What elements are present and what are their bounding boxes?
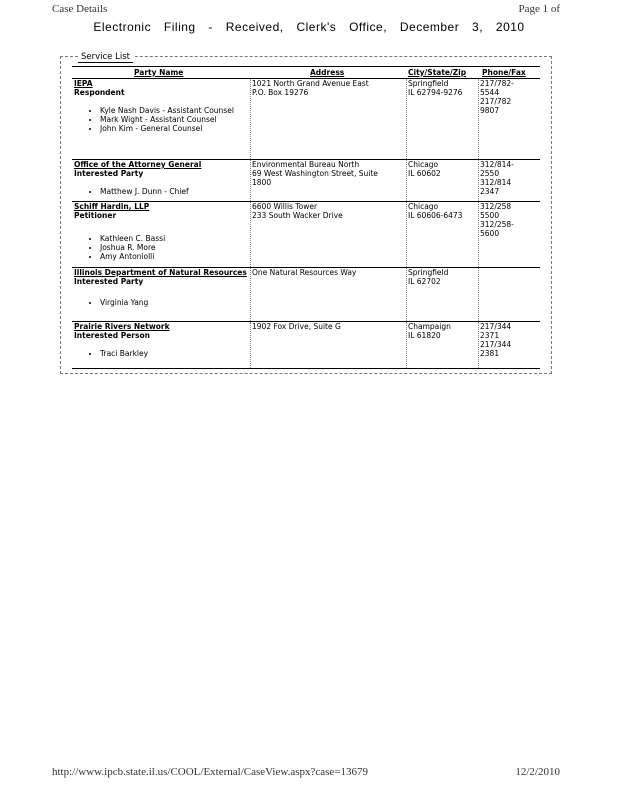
city-state-zip-cell-line: IL 61820 <box>408 331 441 340</box>
city-state-zip-cell-line: IL 62794-9276 <box>408 88 463 97</box>
address-cell-line: 6600 Willis Tower <box>252 202 318 211</box>
address-cell-line: 1902 Fox Drive, Suite G <box>252 322 341 331</box>
column-divider <box>250 202 251 267</box>
contact-item: • Joshua R. More <box>100 243 250 252</box>
contact-list <box>74 298 250 307</box>
address-cell <box>252 79 406 97</box>
table-header <box>72 66 540 79</box>
phone-fax-cell-line: 312/814 <box>480 178 512 187</box>
city-state-zip-cell <box>408 202 478 220</box>
contact-list <box>74 106 250 133</box>
phone-fax-cell-line: 2550 <box>480 169 500 178</box>
party-cell <box>74 268 250 307</box>
page-header-title: Case Details <box>52 3 108 15</box>
address-cell-line: 1021 North Grand Avenue East <box>252 79 369 88</box>
column-divider <box>406 322 407 368</box>
address-cell-line: One Natural Resources Way <box>252 268 357 277</box>
contact-list <box>74 187 250 196</box>
column-divider <box>478 268 479 321</box>
column-divider <box>478 322 479 368</box>
city-state-zip-cell <box>408 160 478 178</box>
party-row <box>72 79 540 160</box>
column-divider <box>250 79 251 159</box>
phone-fax-cell-line: 217/344 <box>480 322 512 331</box>
address-cell-line: Environmental Bureau North <box>252 160 360 169</box>
contact-item: • John Kim - General Counsel <box>100 124 250 133</box>
contact-item: • Traci Barkley <box>100 349 250 358</box>
phone-fax-cell-line: 217/344 <box>480 340 512 349</box>
column-divider <box>406 202 407 267</box>
column-city-state-zip: City/State/Zip <box>408 68 467 77</box>
address-cell <box>252 322 406 331</box>
contact-item: • Kathleen C. Bassi <box>100 234 250 243</box>
contact-list <box>74 234 250 261</box>
column-divider <box>406 160 407 201</box>
phone-fax-cell <box>480 160 540 196</box>
city-state-zip-cell-line: Springfield <box>408 79 449 88</box>
party-name-link[interactable]: Office of the Attorney General <box>74 160 202 169</box>
address-cell-line: P.O. Box 19276 <box>252 88 309 97</box>
column-divider <box>250 322 251 368</box>
party-role: Petitioner <box>74 211 117 220</box>
party-role: Respondent <box>74 88 125 97</box>
address-cell-line: 233 South Wacker Drive <box>252 211 343 220</box>
party-row <box>72 268 540 322</box>
city-state-zip-cell-line: Chicago <box>408 160 439 169</box>
party-row <box>72 202 540 268</box>
party-name-link[interactable]: IEPA <box>74 79 93 88</box>
city-state-zip-cell-line: IL 60602 <box>408 169 441 178</box>
contact-item: • Kyle Nash Davis - Assistant Counsel <box>100 106 250 115</box>
contact-item: • Virginia Yang <box>100 298 250 307</box>
phone-fax-cell-line: 217/782- <box>480 79 514 88</box>
column-address: Address <box>310 68 345 77</box>
page-number: Page 1 of <box>518 3 560 15</box>
phone-fax-cell-line: 217/782 <box>480 97 512 106</box>
phone-fax-cell-line: 2371 <box>480 331 500 340</box>
party-role: Interested Party <box>74 169 144 178</box>
city-state-zip-cell <box>408 322 478 340</box>
party-cell <box>74 322 250 358</box>
phone-fax-cell-line: 312/258 <box>480 202 512 211</box>
filing-stamp: Electronic Filing - Received, Clerk's Office, December 3, 2010 <box>93 20 525 34</box>
phone-fax-cell-line: 9807 <box>480 106 500 115</box>
column-divider <box>406 268 407 321</box>
column-divider <box>406 79 407 159</box>
city-state-zip-cell <box>408 79 478 97</box>
party-role: Interested Party <box>74 277 144 286</box>
party-row <box>72 322 540 369</box>
phone-fax-cell <box>480 322 540 358</box>
phone-fax-cell <box>480 202 540 238</box>
column-divider <box>250 268 251 321</box>
column-phone-fax: Phone/Fax <box>482 68 526 77</box>
phone-fax-cell-line: 5500 <box>480 211 500 220</box>
column-divider <box>250 160 251 201</box>
contact-item: • Mark Wight - Assistant Counsel <box>100 115 250 124</box>
address-cell <box>252 202 406 220</box>
footer-date: 12/2/2010 <box>515 766 560 778</box>
service-list-label: Service List <box>78 52 133 63</box>
column-party-name: Party Name <box>134 68 184 77</box>
phone-fax-cell <box>480 79 540 115</box>
party-name-link[interactable]: Schiff Hardin, LLP <box>74 202 150 211</box>
city-state-zip-cell-line: Chicago <box>408 202 439 211</box>
phone-fax-cell-line: 312/814- <box>480 160 514 169</box>
party-cell <box>74 202 250 261</box>
phone-fax-cell-line: 2381 <box>480 349 500 358</box>
phone-fax-cell-line: 5600 <box>480 229 500 238</box>
phone-fax-cell-line: 2347 <box>480 187 500 196</box>
party-role: Interested Person <box>74 331 150 340</box>
city-state-zip-cell-line: IL 62702 <box>408 277 441 286</box>
phone-fax-cell-line: 312/258- <box>480 220 514 229</box>
city-state-zip-cell <box>408 268 478 286</box>
city-state-zip-cell-line: Champaign <box>408 322 451 331</box>
address-cell <box>252 160 406 187</box>
party-cell <box>74 160 250 196</box>
city-state-zip-cell-line: IL 60606-6473 <box>408 211 463 220</box>
service-list-table <box>72 66 540 369</box>
footer-url: http://www.ipcb.state.il.us/COOL/External/CaseView.aspx?case=13679 <box>52 766 369 778</box>
contact-item: • Amy Antoniolli <box>100 252 250 261</box>
address-cell-line: 1800 <box>252 178 272 187</box>
column-divider <box>478 202 479 267</box>
address-cell-line: 69 West Washington Street, Suite <box>252 169 378 178</box>
party-name-link[interactable]: Illinois Department of Natural Resources <box>74 268 247 277</box>
contact-item: • Matthew J. Dunn - Chief <box>100 187 250 196</box>
contact-list <box>74 349 250 358</box>
column-divider <box>478 79 479 159</box>
party-row <box>72 160 540 202</box>
column-divider <box>478 160 479 201</box>
city-state-zip-cell-line: Springfield <box>408 268 449 277</box>
party-cell <box>74 79 250 133</box>
address-cell <box>252 268 406 277</box>
party-name-link[interactable]: Prairie Rivers Network <box>74 322 170 331</box>
phone-fax-cell-line: 5544 <box>480 88 500 97</box>
